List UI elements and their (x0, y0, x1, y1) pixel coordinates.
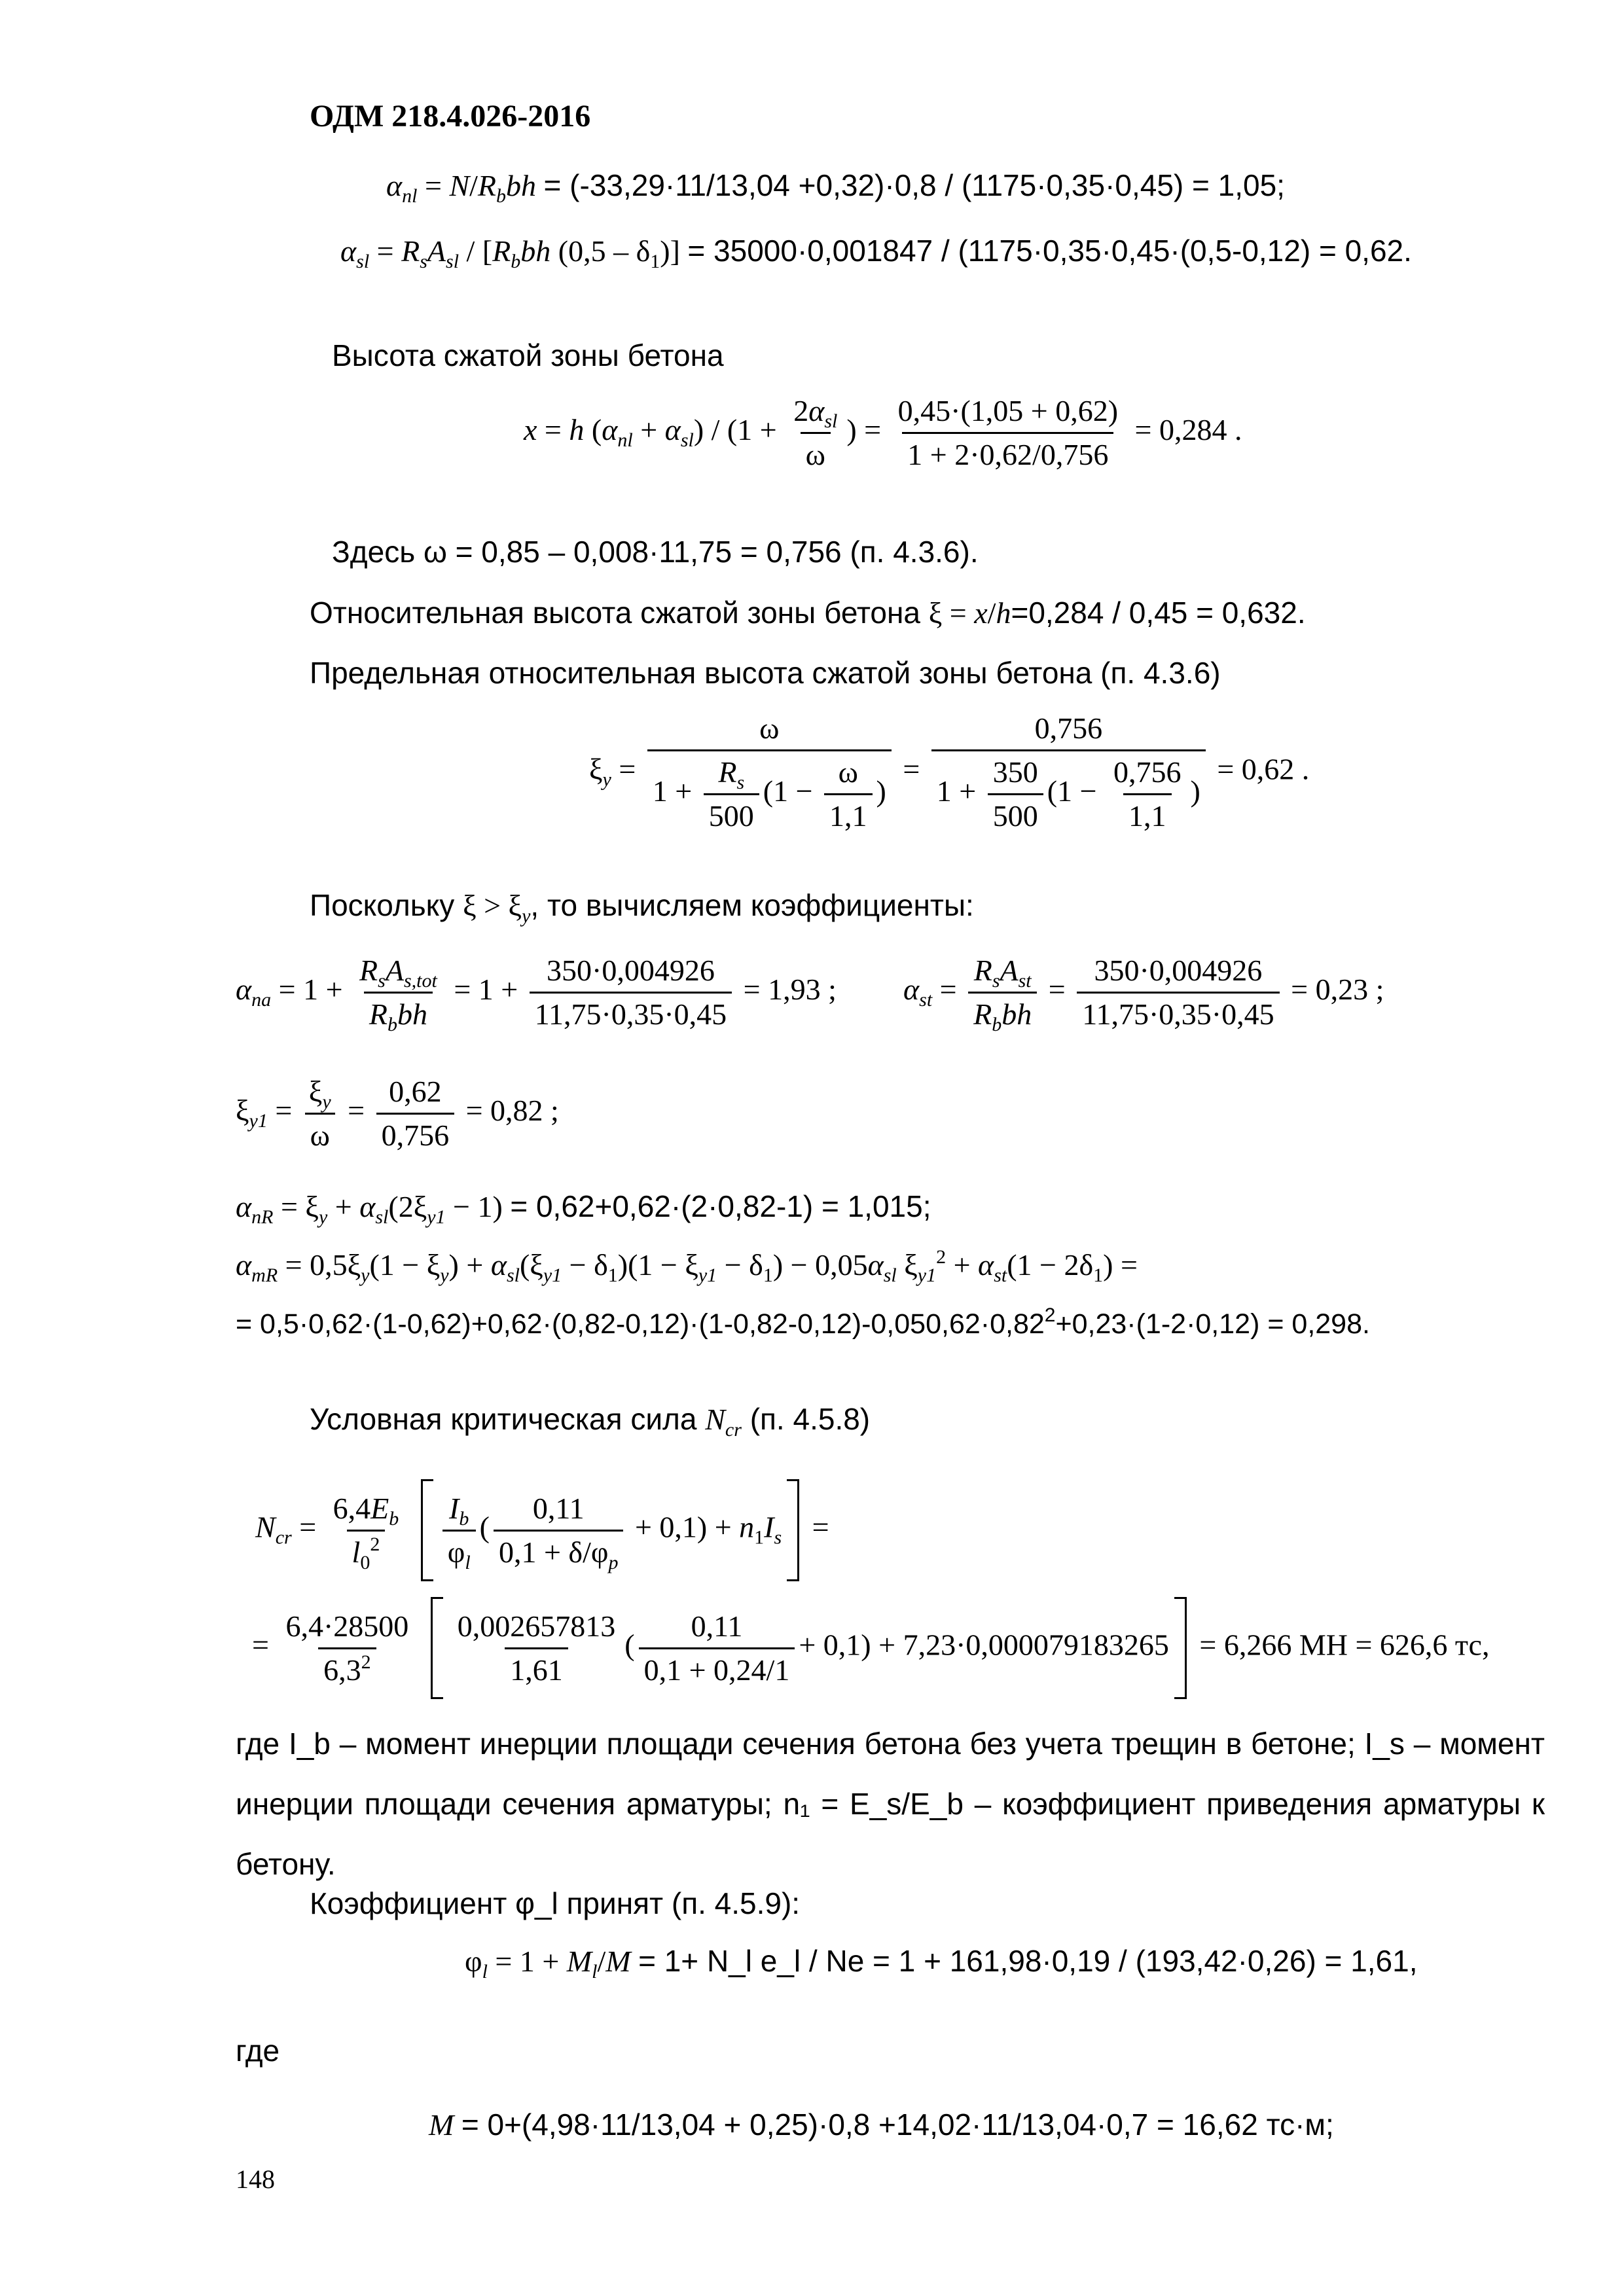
xi-y-result: = 0,62 . (1217, 752, 1310, 786)
equation-phi: $\varphi_l = 1 + M_l/M = 1+$ N_l e_l / Ne = 1 + 161,98·0,19 / (193,42·0,26) = 1,61, (465, 1944, 1418, 1982)
equation-xi-y: $\xi_y$ = ω 1 + $\frac{R_s}{500}$ (1 − $\frac{\omega}{1,1}$ ) = 0,756 1 + $\frac{350}{500}$ (1 − $\frac{0,756}{1,1}$ ) = 0,62 . (589, 710, 1309, 834)
equation-m: M = 0+(4,98·11/13,04 + 0,25)·0,8 +14,02·11/13,04·0,7 = 16,62 тс·м; (429, 2108, 1334, 2142)
text-compressed-zone-height: Высота сжатой зоны бетона (332, 338, 724, 372)
equation-alpha-nl: $\alpha_{nl} = N/R_bbh = (-33,29\cdot 11/13,04 +0,32)\cdot 0,8 / (1175\cdot 0,35\cdot 0,45) = 1,05$; (386, 168, 1285, 207)
xi-y-numerator: 0,756 (1034, 711, 1103, 745)
equation-ncr-general: $N_{cr}$ = $\frac{6,4E_b}{l_0^2}$ $\frac{I_b}{\varphi_l}$ ( $\frac{0,11}{0,1 + \delta/\varphi_p}$ + $0,1) + n_1I_s$ = (255, 1479, 829, 1581)
equation-ncr-numeric: = $\frac{6,4\cdot 28500}{6,3^2}$ $\frac{0,002657813}{1,61}$ ( $\frac{0,11}{0,1 + 0,24/1}$ + 0,1) + 7,23·0,000079183265 = 6,266 МН = 626,6 тс, (252, 1597, 1489, 1699)
equation-alpha-sl-values: = 35000·0,001847 / (1175·0,35·0,45·(0,5-0,12) = 0,62. (687, 234, 1412, 268)
text-relative-height: Относительная высота сжатой зоны бетона ξ = x/h=0,284 / 0,45 = 0,632. (310, 596, 1306, 630)
document-code: ОДМ 218.4.026-2016 (310, 99, 591, 134)
x-numerator: 0,45·(1,05 + 0,62) (897, 394, 1119, 427)
text-where: где (236, 2034, 280, 2068)
text-omega: Здесь ω = 0,85 – 0,008·11,75 = 0,756 (п. 4.3.6). (332, 535, 979, 569)
equation-alpha-nr: $\alpha_{nR} = \xi_y + \alpha_{sl}(2\xi_{y1} - 1) = 0,62+0,62\cdot(2\cdot 0,82-1) = 1,015$; (236, 1189, 931, 1228)
equation-alpha-mr: $\alpha_{mR} = 0,5\xi_y(1 - \xi_y) + \alpha_{sl}(\xi_{y1} - \delta_1)(1 - \xi_{y1} - \delta_1) - 0,05\alpha_{sl}$ $\xi_{y1}^2 + \alpha_{st}(1 - 2\delta_1)$ = (236, 1246, 1138, 1286)
text-limit-relative-height: Предельная относительная высота сжатой зоны бетона (п. 4.3.6) (310, 656, 1221, 690)
text-since: Поскольку $\xi > \xi_y$, то вычисляем коэффициенты: (310, 888, 974, 927)
equation-alpha-st: $\alpha_{st}$ = $\frac{R_sA_{st}}{R_bbh}$ = $\frac{350\cdot 0,004926}{11,75\cdot 0,35\cdot 0,45}$ = 0,23 ; (903, 954, 1384, 1035)
text-phi-coefficient: Коэффициент φ_l принят (п. 4.5.9): (310, 1886, 801, 1920)
text-where-inertia: где I_b – момент инерции площади сечения бетона без учета трещин в бетоне; I_s – момент инерции площади сечения арматуры; n₁ = E_s/E_b – коэффициент приведения арматуры к бетону. (236, 1727, 1545, 1881)
equation-alpha-mr-values: = $0,5\cdot 0,62\cdot(1-0,62)+0,62\cdot(0,82-0,12)\cdot(1-0,82-0,12)-0,050,62\cdot 0,82^2+0,23\cdot(1-2\cdot 0,12) = 0,298$. (236, 1304, 1370, 1340)
equation-xi-y1: $\xi_{y1}$ = $\frac{\xi_y}{\omega}$ = $\frac{0,62}{0,756}$ = 0,82 ; (236, 1073, 559, 1154)
text-critical-force: Условная критическая сила $N_{cr}$ (п. 4.5.8) (310, 1402, 871, 1441)
equation-x: x = h $(\alpha_{nl} + \alpha_{sl}) / (1$ + $\frac{2\alpha_{sl}}{\omega}$ ) = $\frac{0,45\cdot(1,05 + 0,62)}{1 + 2\cdot 0,62/0,756}$ = 0,284 . (524, 393, 1242, 473)
x-denominator: 1 + 2·0,62/0,756 (902, 432, 1113, 473)
page-number: 148 (236, 2164, 275, 2194)
equation-alpha-na: $\alpha_{na} = 1$ + $\frac{R_sA_{s,tot}}{R_bbh}$ = 1 + $\frac{350\cdot 0,004926}{11,75\cdot 0,35\cdot 0,45}$ = 1,93 ; (236, 954, 837, 1035)
equation-alpha-sl: $\alpha_{sl} = R_sA_{sl} / [R_bbh$ $(0,5 - \delta_1)] = 35000\cdot 0,001847 / (1175\cdot 0,35\cdot 0,45\cdot(0,5-0,12) = 0,62$. (340, 234, 1412, 272)
x-result: = 0,284 . (1134, 413, 1242, 447)
equation-alpha-nl-values: = (-33,29·11/13,04 +0,32)·0,8 / (1175·0,35·0,45) = 1,05; (543, 168, 1285, 202)
